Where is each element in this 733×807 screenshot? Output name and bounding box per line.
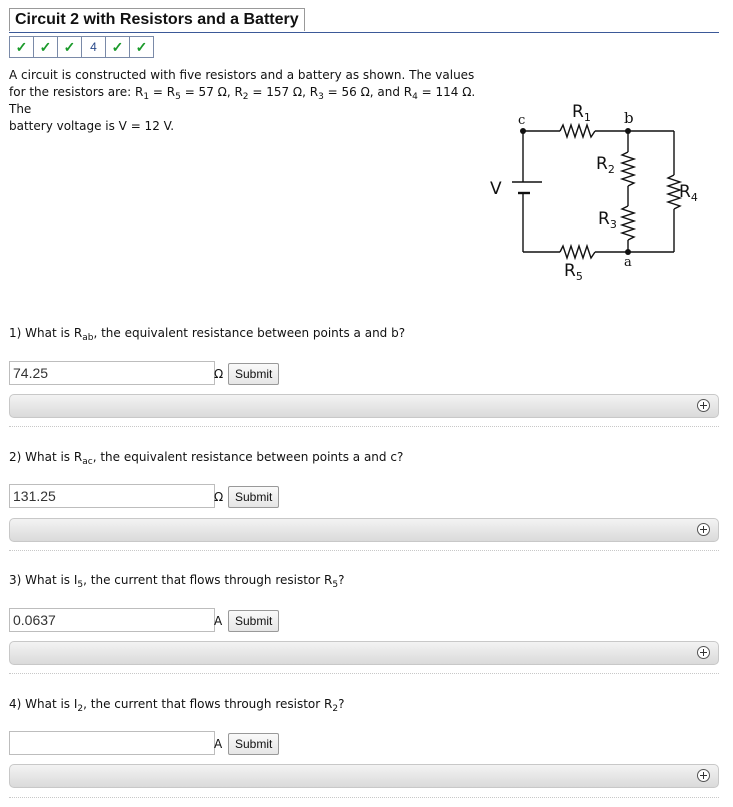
node-b-dot (625, 128, 631, 134)
answer-2-input[interactable]: 131.25 (9, 484, 215, 508)
r5-label: $R_5$ (564, 261, 583, 283)
intro-line-1: A circuit is constructed with five resistors and a battery as shown. The values (9, 68, 475, 82)
answer-4-input[interactable] (9, 731, 215, 755)
progress-item-2[interactable]: ✓ (34, 37, 58, 57)
answer-3-input[interactable]: 0.0637 (9, 608, 215, 632)
question-2-text: 2) What is $R_{ac}$, the equivalent resistance between points a and c? (9, 450, 404, 467)
node-a-label: a (624, 255, 632, 270)
question-4-text: 4) What is $I_2$, the current that flows through resistor $R_2$? (9, 697, 345, 714)
progress-item-6[interactable]: ✓ (135, 38, 148, 55)
hint-bar-4[interactable] (9, 764, 719, 788)
battery-label: V (490, 179, 502, 199)
intro-line-3: battery voltage is V = 12 V. (9, 119, 175, 133)
expand-plus-icon[interactable] (697, 523, 710, 536)
question-1-text: 1) What is $R_{ab}$, the equivalent resistance between points a and b? (9, 326, 406, 343)
progress-item-4-current[interactable]: 4 (82, 37, 106, 57)
submit-3-button[interactable]: Submit (228, 610, 279, 632)
submit-1-button[interactable]: Submit (228, 363, 279, 385)
node-c-label: c (518, 113, 526, 128)
problem-statement (9, 67, 479, 135)
progress-item-1[interactable]: ✓ (10, 37, 34, 57)
answer-2-unit: Ω (214, 490, 224, 504)
hint-bar-2[interactable] (9, 518, 719, 542)
submit-4-button[interactable]: Submit (228, 733, 279, 755)
r3-label: $R_3$ (598, 209, 617, 231)
answer-4-unit: A (214, 737, 223, 751)
hint-bar-3[interactable] (9, 641, 719, 665)
answer-1-unit: Ω (214, 367, 224, 381)
circuit-diagram (485, 100, 710, 285)
r1-label: $R_1$ (572, 102, 591, 124)
divider (9, 797, 719, 798)
divider (9, 426, 719, 427)
submit-2-button[interactable]: Submit (228, 486, 279, 508)
progress-item-5[interactable]: ✓ (106, 37, 130, 57)
answer-3-unit: A (214, 614, 223, 628)
hint-bar-1[interactable] (9, 394, 719, 418)
divider (9, 550, 719, 551)
progress-tracker (9, 36, 154, 58)
r2-label: $R_2$ (596, 154, 615, 176)
progress-item-3[interactable]: ✓ (58, 37, 82, 57)
expand-plus-icon[interactable] (697, 769, 710, 782)
intro-line-2: for the resistors are: $R_1 = R_5 = 57$ Ω, $R_2 = 157$ Ω, $R_3 = 56$ Ω, and $R_4 = 114$ Ω. The (9, 85, 476, 116)
answer-1-input[interactable]: 74.25 (9, 361, 215, 385)
divider (9, 673, 719, 674)
page-title: Circuit 2 with Resistors and a Battery (9, 8, 305, 31)
title-bar (9, 8, 719, 33)
expand-plus-icon[interactable] (697, 399, 710, 412)
node-b-label: b (624, 109, 634, 127)
r4-label: $R_4$ (679, 182, 698, 204)
question-3-text: 3) What is $I_5$, the current that flows through resistor $R_5$? (9, 573, 345, 590)
node-c-dot (520, 128, 526, 134)
expand-plus-icon[interactable] (697, 646, 710, 659)
